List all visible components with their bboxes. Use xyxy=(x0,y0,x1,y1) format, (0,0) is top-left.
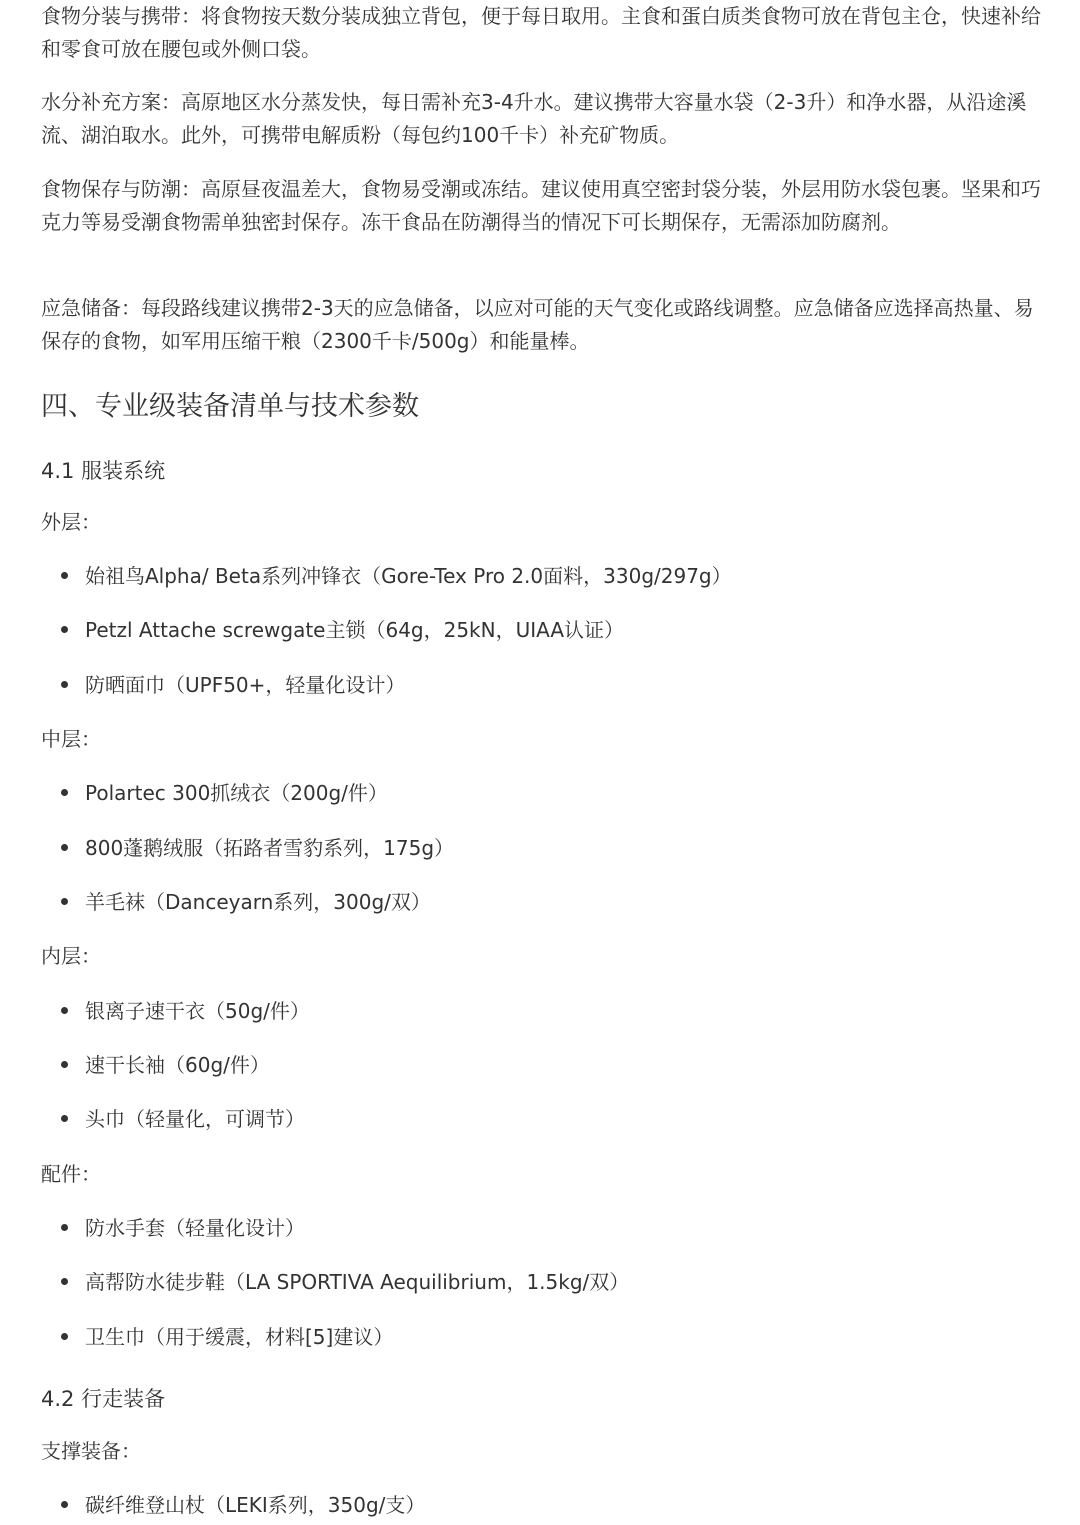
subsection-title-clothing: 4.1 服装系统 xyxy=(41,459,166,483)
bullet-dot xyxy=(61,898,68,905)
group-label-accessories: 配件： xyxy=(41,1162,101,1186)
bullet-dot xyxy=(61,1278,68,1285)
bullet-dot xyxy=(61,626,68,633)
paragraph-food-storage: 食物保存与防潮：高原昼夜温差大，食物易受潮或冻结。建议使用真空密封袋分装，外层用防水袋包裹。坚果和巧克力等易受潮食物需单独密封保存。冻干食品在防潮得当的情况下可长期保存，无需添加防腐剂。 xyxy=(41,177,1041,234)
group-label-inner: 内层： xyxy=(41,944,101,968)
bullet-dot xyxy=(61,681,68,688)
paragraph-food-packing: 食物分装与携带：将食物按天数分装成独立背包，便于每日取用。主食和蛋白质类食物可放在背包主仓，快速补给和零食可放在腰包或外侧口袋。 xyxy=(41,4,1041,61)
bullet-dot xyxy=(61,844,68,851)
bullet-dot xyxy=(61,789,68,796)
bullet-dot xyxy=(61,1007,68,1014)
subsection-title-walking-gear: 4.2 行走装备 xyxy=(41,1387,166,1411)
group-label-outer: 外层： xyxy=(41,510,101,534)
bullet-dot xyxy=(61,572,68,579)
paragraph-emergency-reserve: 应急储备：每段路线建议携带2-3天的应急储备，以应对可能的天气变化或路线调整。应急储备应选择高热量、易保存的食物，如军用压缩干粮（2300千卡/500g）和能量棒。 xyxy=(41,296,1034,353)
bullet-dot xyxy=(61,1333,68,1340)
bullet-dot xyxy=(61,1501,68,1508)
bullet-dot xyxy=(61,1115,68,1122)
bullet-dot xyxy=(61,1061,68,1068)
group-label-middle: 中层： xyxy=(41,727,101,751)
bullet-dot xyxy=(61,1224,68,1231)
paragraph-water-supply: 水分补充方案：高原地区水分蒸发快，每日需补充3-4升水。建议携带大容量水袋（2-3升）和净水器，从沿途溪流、湖泊取水。此外，可携带电解质粉（每包约100千卡）补充矿物质。 xyxy=(41,90,1027,147)
section-title: 四、专业级装备清单与技术参数 xyxy=(41,391,419,422)
group-label-support: 支撑装备： xyxy=(41,1439,141,1463)
